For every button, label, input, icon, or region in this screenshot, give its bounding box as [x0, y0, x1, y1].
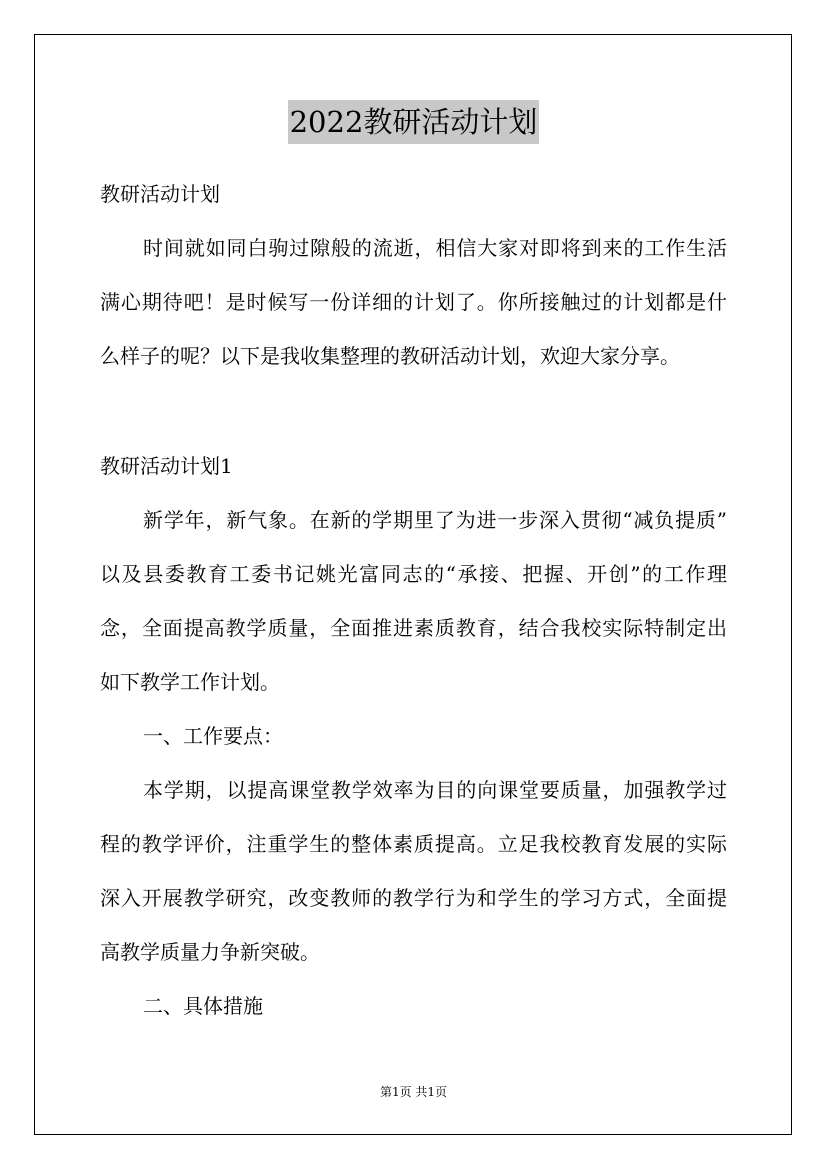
page-number-footer: 第1页 共1页 — [379, 1085, 448, 1099]
point1-para-line-4: 高教学质量力争新突破。 — [100, 940, 320, 964]
section1-para-line-1: 新学年，新气象。在新的学期里了为进一步深入贯彻“减负提质” — [143, 508, 727, 532]
intro-line-3: 么样子的呢？以下是我收集整理的教研活动计划，欢迎大家分享。 — [100, 344, 680, 368]
intro-line-2: 满心期待吧！是时候写一份详细的计划了。你所接触过的计划都是什 — [100, 290, 727, 314]
point1-heading: 一、工作要点： — [143, 724, 283, 748]
point2-heading: 二、具体措施 — [143, 994, 263, 1018]
title-container — [0, 100, 827, 144]
point1-para-line-2: 程的教学评价，注重学生的整体素质提高。立足我校教育发展的实际 — [100, 832, 727, 856]
document-title: 2022教研活动计划 — [288, 100, 540, 144]
document-subtitle: 教研活动计划 — [100, 182, 220, 206]
section1-para-line-2: 以及县委教育工委书记姚光富同志的“承接、把握、开创”的工作理 — [100, 562, 727, 586]
point1-para-line-1: 本学期，以提高课堂教学效率为目的向课堂要质量，加强教学过 — [143, 778, 727, 802]
point1-para-line-3: 深入开展教学研究，改变教师的教学行为和学生的学习方式，全面提 — [100, 886, 727, 910]
section1-para-line-4: 如下教学工作计划。 — [100, 670, 280, 694]
intro-line-1: 时间就如同白驹过隙般的流逝，相信大家对即将到来的工作生活 — [143, 236, 727, 260]
section1-para-line-3: 念，全面提高教学质量，全面推进素质教育，结合我校实际特制定出 — [100, 616, 727, 640]
section1-heading: 教研活动计划1 — [100, 454, 233, 478]
